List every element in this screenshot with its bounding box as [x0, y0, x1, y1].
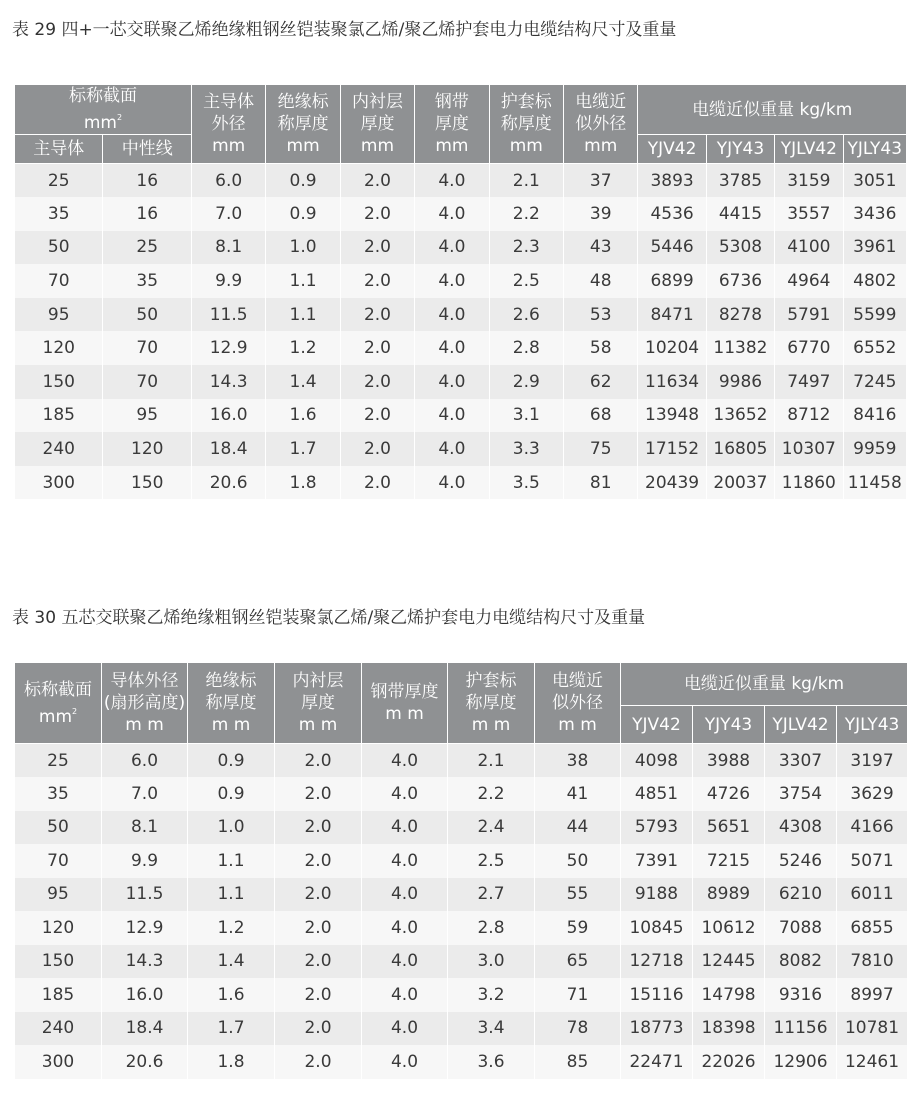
table-cell: 2.9 [489, 365, 563, 399]
header-conductor-diameter: 导体外径 (扇形高度) m m [102, 663, 188, 744]
table-cell: 11.5 [102, 878, 188, 912]
table-cell: 5071 [837, 844, 908, 878]
table-cell: 68 [564, 399, 638, 433]
table-cell: 2.2 [489, 197, 563, 231]
table-cell: 4.0 [415, 264, 489, 298]
header-section: 标称截面 $mm^2$ [15, 85, 192, 135]
table-row [15, 399, 907, 433]
table-cell: 4536 [638, 197, 706, 231]
table-cell: 2.0 [340, 264, 414, 298]
table-cell: 4.0 [415, 432, 489, 466]
header-main-conductor: 主导体 [15, 135, 103, 164]
table-cell: 1.7 [188, 1012, 275, 1046]
table-cell: 8471 [638, 298, 706, 332]
table-cell: 6210 [765, 878, 837, 912]
table-cell: 1.8 [266, 466, 340, 500]
table-cell: 1.4 [266, 365, 340, 399]
table-cell: 3197 [837, 744, 908, 778]
table-cell: 65 [535, 945, 621, 979]
table-row [15, 1012, 908, 1046]
table-cell: 10781 [837, 1012, 908, 1046]
header-model: YJLY43 [843, 135, 906, 164]
table-cell: 18773 [621, 1012, 693, 1046]
table-cell: 2.1 [489, 164, 563, 198]
table-cell: 150 [15, 365, 103, 399]
table-row [15, 197, 907, 231]
header-sheath-thickness: 护套标 称厚度 mm [489, 85, 563, 164]
table-row [15, 1045, 908, 1079]
table-cell: 2.5 [448, 844, 535, 878]
table-cell: 3.1 [489, 399, 563, 433]
table-cell: 85 [535, 1045, 621, 1079]
table-cell: 6011 [837, 878, 908, 912]
table-cell: 10204 [638, 331, 706, 365]
table-cell: 8082 [765, 945, 837, 979]
table-cell: 48 [564, 264, 638, 298]
header-insulation-thickness: 绝缘标 称厚度 mm [266, 85, 340, 164]
table-29-title: 表 29 四+一芯交联聚乙烯绝缘粗钢丝铠装聚氯乙烯/聚乙烯护套电力电缆结构尺寸及重量 [12, 20, 677, 40]
table-cell: 4.0 [362, 945, 448, 979]
table-cell: 2.0 [340, 197, 414, 231]
table-row [15, 811, 908, 845]
table-cell: 1.2 [266, 331, 340, 365]
header-weight: 电缆近似重量 kg/km [621, 663, 908, 706]
table-row [15, 466, 907, 500]
table-cell: 5446 [638, 231, 706, 265]
table-cell: 3.0 [448, 945, 535, 979]
table-cell: 2.0 [275, 1012, 362, 1046]
table-cell: 12718 [621, 945, 693, 979]
table-cell: 70 [103, 365, 191, 399]
header-steel-tape-thickness: 钢带 厚度 mm [415, 85, 489, 164]
table-cell: 4.0 [362, 744, 448, 778]
table-cell: 4851 [621, 777, 693, 811]
table-cell: 4964 [775, 264, 843, 298]
table-cell: 16 [103, 164, 191, 198]
table-cell: 8997 [837, 978, 908, 1012]
table-cell: 2.6 [489, 298, 563, 332]
table-cell: 2.0 [275, 945, 362, 979]
table-cell: 5793 [621, 811, 693, 845]
table-cell: 11382 [706, 331, 774, 365]
table-row [15, 365, 907, 399]
table-cell: 6770 [775, 331, 843, 365]
table-cell: 4.0 [415, 298, 489, 332]
table-cell: 3785 [706, 164, 774, 198]
table-cell: 18.4 [191, 432, 265, 466]
table-cell: 25 [15, 744, 102, 778]
table-cell: 3.5 [489, 466, 563, 500]
table-cell: 50 [535, 844, 621, 878]
table-cell: 4.0 [362, 811, 448, 845]
table-cell: 7215 [693, 844, 765, 878]
table-row [15, 911, 908, 945]
table-cell: 11156 [765, 1012, 837, 1046]
table-cell: 6.0 [102, 744, 188, 778]
table-cell: 3557 [775, 197, 843, 231]
table-cell: 7810 [837, 945, 908, 979]
table-cell: 14798 [693, 978, 765, 1012]
table-cell: 3.6 [448, 1045, 535, 1079]
table-cell: 2.0 [340, 164, 414, 198]
table-cell: 95 [103, 399, 191, 433]
table-cell: 95 [15, 298, 103, 332]
table-row [15, 777, 908, 811]
table-cell: 38 [535, 744, 621, 778]
table-cell: 2.0 [275, 844, 362, 878]
table-cell: 78 [535, 1012, 621, 1046]
table-cell: 2.0 [340, 466, 414, 500]
table-29-body [15, 164, 907, 500]
table-cell: 18.4 [102, 1012, 188, 1046]
table-cell: 120 [15, 911, 102, 945]
table-cell: 4.0 [415, 331, 489, 365]
header-inner-layer-thickness: 内衬层 厚度 mm [340, 85, 414, 164]
table-cell: 185 [15, 399, 103, 433]
table-cell: 6552 [843, 331, 906, 365]
table-cell: 2.0 [340, 331, 414, 365]
table-cell: 50 [15, 811, 102, 845]
table-cell: 20037 [706, 466, 774, 500]
table-cell: 6899 [638, 264, 706, 298]
table-cell: 53 [564, 298, 638, 332]
table-cell: 13948 [638, 399, 706, 433]
header-model: YJV42 [638, 135, 706, 164]
table-cell: 2.5 [489, 264, 563, 298]
table-cell: 4.0 [362, 844, 448, 878]
table-cell: 3307 [765, 744, 837, 778]
table-cell: 71 [535, 978, 621, 1012]
table-cell: 39 [564, 197, 638, 231]
table-cell: 16 [103, 197, 191, 231]
table-cell: 11860 [775, 466, 843, 500]
table-row [15, 844, 908, 878]
header-sheath-thickness: 护套标 称厚度 m m [448, 663, 535, 744]
table-cell: 35 [103, 264, 191, 298]
table-row [15, 978, 908, 1012]
table-cell: 2.0 [340, 298, 414, 332]
table-cell: 16.0 [102, 978, 188, 1012]
table-cell: 4.0 [362, 911, 448, 945]
table-cell: 3961 [843, 231, 906, 265]
table-cell: 0.9 [266, 197, 340, 231]
table-cell: 120 [15, 331, 103, 365]
table-cell: 5308 [706, 231, 774, 265]
table-cell: 95 [15, 878, 102, 912]
table-cell: 25 [15, 164, 103, 198]
table-cell: 8416 [843, 399, 906, 433]
table-cell: 2.7 [448, 878, 535, 912]
table-cell: 3754 [765, 777, 837, 811]
table-cell: 0.9 [188, 777, 275, 811]
table-cell: 2.0 [340, 399, 414, 433]
table-cell: 35 [15, 777, 102, 811]
table-cell: 2.8 [448, 911, 535, 945]
table-cell: 6855 [837, 911, 908, 945]
table-cell: 16.0 [191, 399, 265, 433]
table-cell: 59 [535, 911, 621, 945]
table-cell: 4.0 [362, 978, 448, 1012]
table-cell: 8.1 [191, 231, 265, 265]
table-cell: 4.0 [362, 878, 448, 912]
header-outer-diameter: 电缆近 似外径 m m [535, 663, 621, 744]
table-cell: 8278 [706, 298, 774, 332]
table-cell: 2.8 [489, 331, 563, 365]
table-cell: 12461 [837, 1045, 908, 1079]
table-cell: 4802 [843, 264, 906, 298]
table-cell: 4726 [693, 777, 765, 811]
table-cell: 50 [15, 231, 103, 265]
table-cell: 7.0 [102, 777, 188, 811]
table-cell: 2.0 [340, 365, 414, 399]
table-cell: 4.0 [362, 1045, 448, 1079]
table-cell: 3.3 [489, 432, 563, 466]
table-cell: 12.9 [191, 331, 265, 365]
table-cell: 3629 [837, 777, 908, 811]
header-weight: 电缆近似重量 kg/km [638, 85, 907, 135]
table-cell: 2.4 [448, 811, 535, 845]
table-cell: 75 [564, 432, 638, 466]
table-cell: 4.0 [415, 197, 489, 231]
table-cell: 10845 [621, 911, 693, 945]
table-30-body [15, 744, 908, 1079]
table-cell: 1.6 [266, 399, 340, 433]
header-outer-diameter: 电缆近 似外径 mm [564, 85, 638, 164]
table-cell: 1.4 [188, 945, 275, 979]
table-cell: 70 [103, 331, 191, 365]
table-cell: 6736 [706, 264, 774, 298]
table-cell: 4.0 [362, 1012, 448, 1046]
table-cell: 1.6 [188, 978, 275, 1012]
table-cell: 11.5 [191, 298, 265, 332]
table-cell: 13652 [706, 399, 774, 433]
table-cell: 2.2 [448, 777, 535, 811]
table-30 [14, 662, 908, 1079]
table-cell: 62 [564, 365, 638, 399]
table-cell: 4.0 [415, 164, 489, 198]
table-cell: 4.0 [415, 399, 489, 433]
table-cell: 150 [15, 945, 102, 979]
table-cell: 15116 [621, 978, 693, 1012]
table-row [15, 231, 907, 265]
table-row [15, 878, 908, 912]
table-row [15, 744, 908, 778]
table-cell: 150 [103, 466, 191, 500]
table-cell: 14.3 [102, 945, 188, 979]
table-cell: 8712 [775, 399, 843, 433]
table-cell: 300 [15, 466, 103, 500]
table-row [15, 298, 907, 332]
table-cell: 2.3 [489, 231, 563, 265]
table-cell: 25 [103, 231, 191, 265]
table-cell: 14.3 [191, 365, 265, 399]
table-cell: 4098 [621, 744, 693, 778]
table-cell: 2.0 [275, 744, 362, 778]
table-cell: 20439 [638, 466, 706, 500]
table-cell: 185 [15, 978, 102, 1012]
table-cell: 2.1 [448, 744, 535, 778]
table-cell: 12.9 [102, 911, 188, 945]
table-cell: 18398 [693, 1012, 765, 1046]
table-cell: 3893 [638, 164, 706, 198]
table-cell: 1.8 [188, 1045, 275, 1079]
table-row [15, 432, 907, 466]
table-cell: 4.0 [415, 231, 489, 265]
table-cell: 20.6 [191, 466, 265, 500]
table-cell: 7391 [621, 844, 693, 878]
table-cell: 4100 [775, 231, 843, 265]
table-cell: 44 [535, 811, 621, 845]
table-cell: 9959 [843, 432, 906, 466]
table-cell: 2.0 [340, 231, 414, 265]
table-29 [14, 84, 907, 499]
table-cell: 3.4 [448, 1012, 535, 1046]
table-cell: 12445 [693, 945, 765, 979]
table-cell: 70 [15, 264, 103, 298]
header-insulation-thickness: 绝缘标 称厚度 m m [188, 663, 275, 744]
table-cell: 9316 [765, 978, 837, 1012]
table-cell: 2.0 [275, 777, 362, 811]
table-cell: 11458 [843, 466, 906, 500]
table-30-title: 表 30 五芯交联聚乙烯绝缘粗钢丝铠装聚氯乙烯/聚乙烯护套电力电缆结构尺寸及重量 [12, 608, 646, 628]
table-cell: 4.0 [362, 777, 448, 811]
table-cell: 120 [103, 432, 191, 466]
table-cell: 240 [15, 432, 103, 466]
table-cell: 5599 [843, 298, 906, 332]
table-cell: 9.9 [191, 264, 265, 298]
header-model: YJY43 [693, 706, 765, 744]
table-cell: 10307 [775, 432, 843, 466]
table-cell: 3988 [693, 744, 765, 778]
table-cell: 4415 [706, 197, 774, 231]
table-cell: 20.6 [102, 1045, 188, 1079]
table-cell: 22471 [621, 1045, 693, 1079]
table-cell: 3159 [775, 164, 843, 198]
table-cell: 0.9 [266, 164, 340, 198]
table-cell: 5791 [775, 298, 843, 332]
header-model: YJLV42 [775, 135, 843, 164]
table-cell: 4166 [837, 811, 908, 845]
table-cell: 41 [535, 777, 621, 811]
table-cell: 1.1 [188, 878, 275, 912]
table-cell: 2.0 [275, 1045, 362, 1079]
table-cell: 9.9 [102, 844, 188, 878]
table-cell: 300 [15, 1045, 102, 1079]
table-row [15, 945, 908, 979]
table-cell: 1.0 [266, 231, 340, 265]
table-cell: 70 [15, 844, 102, 878]
table-cell: 5651 [693, 811, 765, 845]
table-cell: 7245 [843, 365, 906, 399]
header-conductor-diameter: 主导体 外径 mm [191, 85, 265, 164]
table-cell: 1.2 [188, 911, 275, 945]
table-cell: 22026 [693, 1045, 765, 1079]
table-cell: 1.1 [266, 264, 340, 298]
table-row [15, 164, 907, 198]
table-cell: 9188 [621, 878, 693, 912]
header-neutral: 中性线 [103, 135, 191, 164]
table-cell: 3.2 [448, 978, 535, 1012]
table-cell: 1.1 [266, 298, 340, 332]
table-cell: 55 [535, 878, 621, 912]
table-cell: 2.0 [275, 811, 362, 845]
table-cell: 35 [15, 197, 103, 231]
table-cell: 9986 [706, 365, 774, 399]
header-model: YJLV42 [765, 706, 837, 744]
table-cell: 50 [103, 298, 191, 332]
table-cell: 12906 [765, 1045, 837, 1079]
table-cell: 16805 [706, 432, 774, 466]
table-cell: 2.0 [340, 432, 414, 466]
table-cell: 5246 [765, 844, 837, 878]
table-cell: 8989 [693, 878, 765, 912]
table-cell: 7497 [775, 365, 843, 399]
table-cell: 4.0 [415, 365, 489, 399]
header-steel-tape-thickness: 钢带厚度 m m [362, 663, 448, 744]
table-row [15, 331, 907, 365]
table-cell: 37 [564, 164, 638, 198]
table-cell: 4308 [765, 811, 837, 845]
table-cell: 11634 [638, 365, 706, 399]
table-cell: 7088 [765, 911, 837, 945]
table-cell: 58 [564, 331, 638, 365]
table-cell: 0.9 [188, 744, 275, 778]
table-cell: 1.1 [188, 844, 275, 878]
table-cell: 3051 [843, 164, 906, 198]
header-model: YJLY43 [837, 706, 908, 744]
header-model: YJY43 [706, 135, 774, 164]
header-section: 标称截面 $mm^2$ [15, 663, 102, 744]
table-row [15, 264, 907, 298]
header-inner-layer-thickness: 内衬层 厚度 m m [275, 663, 362, 744]
table-cell: 3436 [843, 197, 906, 231]
table-cell: 2.0 [275, 911, 362, 945]
header-model: YJV42 [621, 706, 693, 744]
table-cell: 2.0 [275, 978, 362, 1012]
table-cell: 8.1 [102, 811, 188, 845]
table-cell: 1.0 [188, 811, 275, 845]
table-cell: 10612 [693, 911, 765, 945]
table-cell: 43 [564, 231, 638, 265]
table-cell: 17152 [638, 432, 706, 466]
table-cell: 4.0 [415, 466, 489, 500]
table-cell: 6.0 [191, 164, 265, 198]
table-cell: 81 [564, 466, 638, 500]
table-cell: 7.0 [191, 197, 265, 231]
table-cell: 1.7 [266, 432, 340, 466]
table-cell: 240 [15, 1012, 102, 1046]
table-cell: 2.0 [275, 878, 362, 912]
